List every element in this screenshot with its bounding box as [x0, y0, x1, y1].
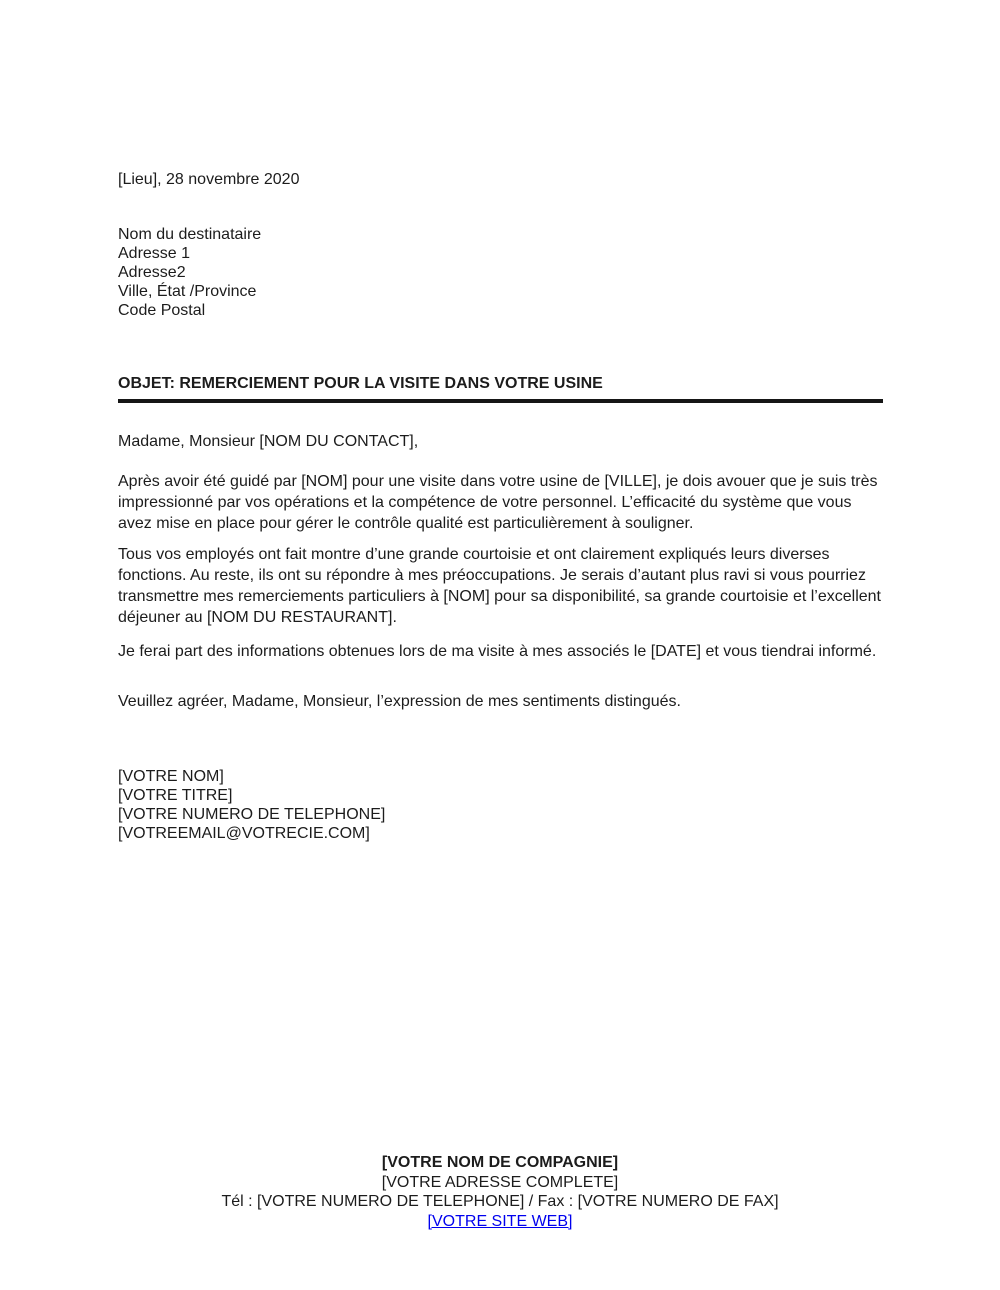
page-footer: [0, 1153, 1000, 1231]
footer-tel-fax: Tél : [VOTRE NUMERO DE TELEPHONE] / Fax : [VOTRE NUMERO DE FAX]: [221, 1193, 779, 1210]
body-paragraph: Tous vos employés ont fait montre d’une grande courtoisie et ont clairement expliqués leurs diverses fonctions. Au reste, ils ont su répondre à mes préoccupations. Je serais d’autant plus ravi si vous pourriez transmettre mes remerciements particuliers à [NOM] pour sa disponibilité, sa grande courtoisie et l’excellent déjeuner au [NOM DU RESTAURANT].: [118, 546, 881, 626]
signature-block: [118, 767, 883, 843]
body-paragraph: Après avoir été guidé par [NOM] pour une visite dans votre usine de [VILLE], je dois avouer que je suis très impressionné par vos opérations et la compétence de votre personnel. L’efficacité du système que vous avez mise en place pour gérer le contrôle qualité est particulièrement à souligner.: [118, 473, 878, 532]
footer-address: [VOTRE ADRESSE COMPLETE]: [381, 1173, 619, 1191]
salutation: Madame, Monsieur [NOM DU CONTACT],: [118, 433, 419, 450]
signature-name: [VOTRE NOM]: [118, 768, 224, 785]
closing-line: Veuillez agréer, Madame, Monsieur, l’expression de mes sentiments distingués.: [118, 693, 681, 710]
date-line: [Lieu], 28 novembre 2020: [118, 171, 300, 188]
footer-company-name: [VOTRE NOM DE COMPAGNIE]: [381, 1154, 619, 1171]
recipient-name: Nom du destinataire: [118, 226, 262, 243]
footer-website-link[interactable]: [VOTRE SITE WEB]: [427, 1212, 573, 1230]
recipient-city-state: Ville, État /Province: [118, 283, 257, 300]
subject-divider: [118, 399, 883, 403]
recipient-address-1: Adresse 1: [118, 245, 191, 262]
body-paragraph: Je ferai part des informations obtenues lors de ma visite à mes associés le [DATE] et vous tiendrai informé.: [118, 643, 877, 660]
signature-phone: [VOTRE NUMERO DE TELEPHONE]: [118, 806, 386, 823]
subject-line: OBJET: REMERCIEMENT POUR LA VISITE DANS VOTRE USINE: [118, 375, 603, 392]
signature-title: [VOTRE TITRE]: [118, 787, 233, 804]
recipient-postal-code: Code Postal: [118, 302, 206, 319]
signature-email: [VOTREEMAIL@VOTRECIE.COM]: [118, 825, 370, 842]
recipient-block: [118, 225, 883, 320]
recipient-address-2: Adresse2: [118, 264, 186, 281]
